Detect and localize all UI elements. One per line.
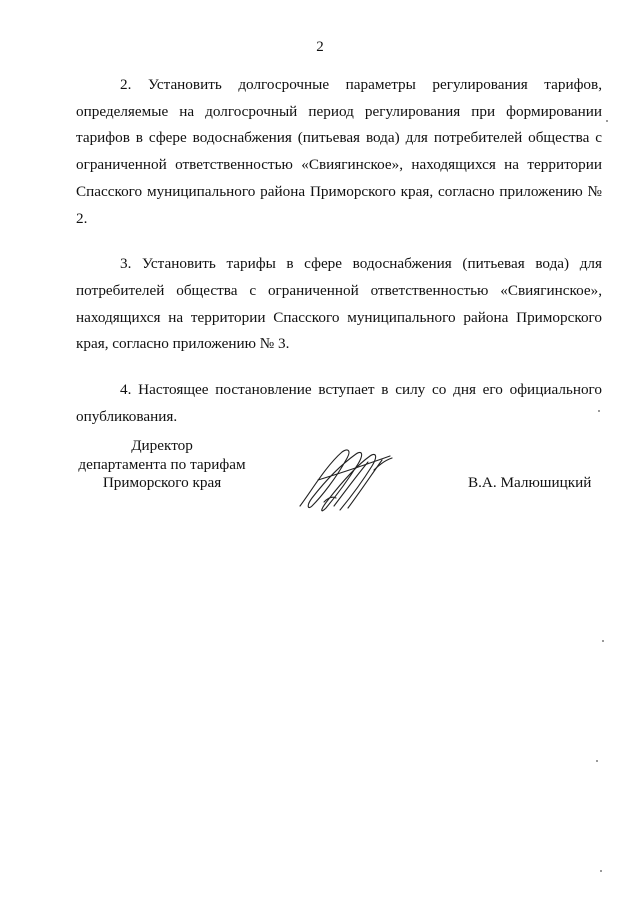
scan-speck <box>596 760 598 762</box>
paragraph-2: 2. Установить долгосрочные параметры регулирования тарифов, определяемые на долгосрочный период регулирования при формировании тарифов в сфере водоснабжения (питьевая вода) для потребителей общества с ограниченной ответственностью «Свиягинское», находящихся на территории Спасского муниципального района Приморского края, согласно приложению № 2. <box>76 76 602 227</box>
scan-speck <box>606 120 608 122</box>
handwritten-signature <box>290 440 410 520</box>
page-number: 2 <box>316 39 324 55</box>
paragraph-4: 4. Настоящее постановление вступает в силу со дня его официального опубликования. <box>76 381 602 425</box>
signer-title-line-3: Приморского края <box>102 474 222 491</box>
signer-name: В.А. Малюшицкий <box>468 474 592 491</box>
paragraph-3: 3. Установить тарифы в сфере водоснабжения (питьевая вода) для потребителей общества с ограниченной ответственностью «Свиягинское», находящихся на территории Спасского муниципального района Приморского края, согласно приложению № 3. <box>76 255 602 353</box>
document-body <box>76 72 602 449</box>
scan-speck <box>598 410 600 412</box>
scan-speck <box>600 870 602 872</box>
signer-title <box>62 437 262 493</box>
signer-title-line-1: Директор <box>131 437 193 454</box>
signer-title-line-2: департамента по тарифам <box>78 455 246 473</box>
scan-speck <box>602 640 604 642</box>
